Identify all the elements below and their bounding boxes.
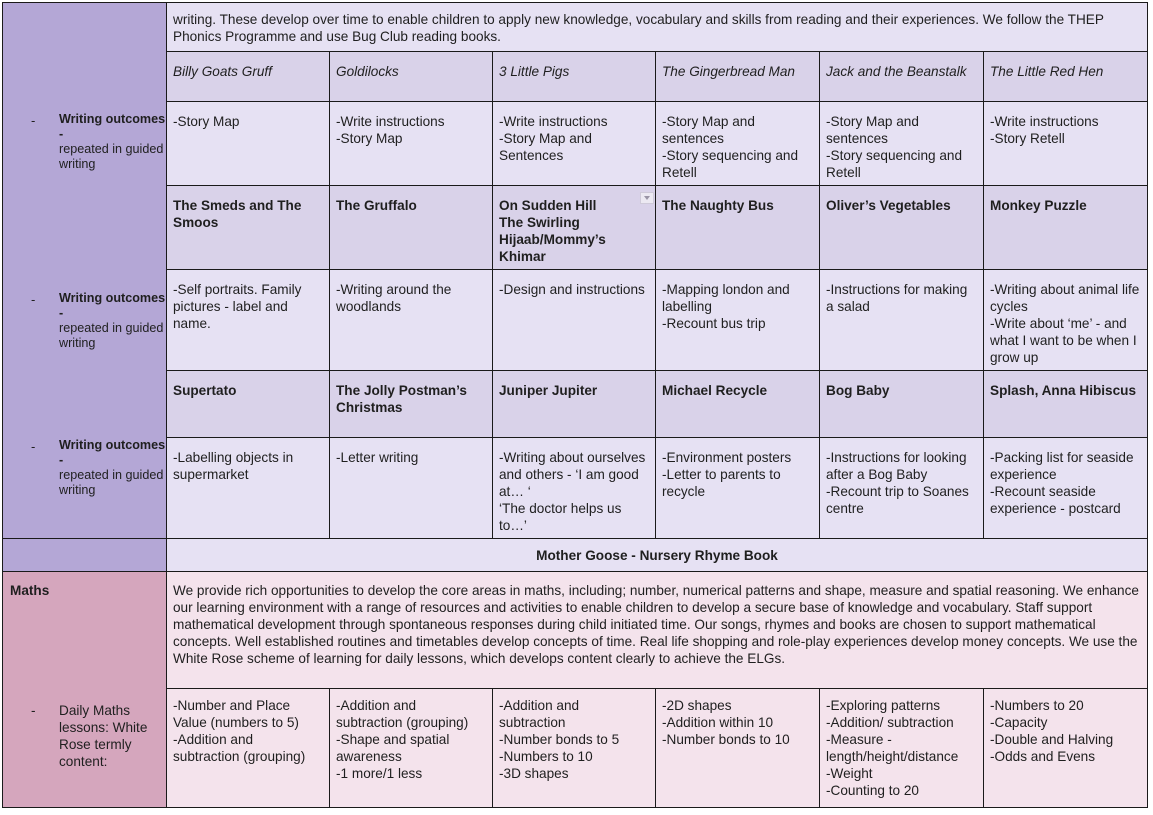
writing-outcome-cell: -Self portraits. Family pictures - label and name. — [167, 270, 330, 371]
book-title: Juniper Jupiter — [493, 371, 656, 438]
writing-outcome-cell: -Writing about animal life cycles -Write about ‘me’ - and what I want to be when I grow up — [984, 270, 1148, 371]
maths-content-cell: -Addition and subtraction (grouping) -Shape and spatial awareness -1 more/1 less — [330, 689, 493, 808]
book-title: The Smeds and The Smoos — [167, 186, 330, 270]
writing-outcome-cell: -Story Map — [167, 102, 330, 186]
book-title: Supertato — [167, 371, 330, 438]
writing-outcome-cell: -Story Map and sentences -Story sequencing and Retell — [820, 102, 984, 186]
writing-outcome-cell: -Labelling objects in supermarket — [167, 438, 330, 539]
writing-outcome-cell: -Instructions for looking after a Bog Baby -Recount trip to Soanes centre — [820, 438, 984, 539]
book-title: The Jolly Postman’s Christmas — [330, 371, 493, 438]
literacy-intro-text: writing. These develop over time to enable children to apply new knowledge, vocabulary and skills from reading and their experiences. We follow the THEP Phonics Programme and use Bug Club reading books. — [167, 3, 1148, 52]
book-title: Monkey Puzzle — [984, 186, 1148, 270]
book-title: Billy Goats Gruff — [167, 52, 330, 102]
book-title: The Gruffalo — [330, 186, 493, 270]
writing-outcome-cell: -Write instructions -Story Map and Sentences — [493, 102, 656, 186]
writing-outcome-cell: -Writing about ourselves and others - ‘I am good at… ‘ ‘The doctor helps us to…’ — [493, 438, 656, 539]
book-title: 3 Little Pigs — [493, 52, 656, 102]
maths-heading: Maths — [10, 583, 50, 598]
maths-content-cell: -2D shapes -Addition within 10 -Number bonds to 10 — [656, 689, 820, 808]
book-title: Bog Baby — [820, 371, 984, 438]
maths-content-cell: -Addition and subtraction -Number bonds to 5 -Numbers to 10 -3D shapes — [493, 689, 656, 808]
writing-outcome-cell: -Letter writing — [330, 438, 493, 539]
literacy-side-column — [3, 3, 167, 539]
maths-side-column — [3, 572, 167, 808]
writing-outcomes-label-3: - Writing outcomes - repeated in guided writing — [31, 438, 166, 497]
book-title: Michael Recycle — [656, 371, 820, 438]
writing-outcome-cell: -Writing around the woodlands — [330, 270, 493, 371]
maths-content-cell: -Number and Place Value (numbers to 5) -Addition and subtraction (grouping) — [167, 689, 330, 808]
maths-content-cell: -Exploring patterns -Addition/ subtraction -Measure - length/height/distance -Weight -Counting to 20 — [820, 689, 984, 808]
maths-content-cell: -Numbers to 20 -Capacity -Double and Halving -Odds and Evens — [984, 689, 1148, 808]
writing-outcomes-label-1: - Writing outcomes - repeated in guided writing — [31, 112, 166, 171]
book-title: The Naughty Bus — [656, 186, 820, 270]
book-title: The Gingerbread Man — [656, 52, 820, 102]
daily-maths-label: - Daily Maths lessons: White Rose termly content: — [31, 703, 148, 769]
writing-outcome-cell: -Packing list for seaside experience -Recount seaside experience - postcard — [984, 438, 1148, 539]
book-title: Oliver’s Vegetables — [820, 186, 984, 270]
book-title: The Little Red Hen — [984, 52, 1148, 102]
writing-outcome-cell: -Mapping london and labelling -Recount bus trip — [656, 270, 820, 371]
book-title: On Sudden Hill The Swirling Hijaab/Mommy’s Khimar — [493, 186, 656, 270]
maths-description: We provide rich opportunities to develop the core areas in maths, including; number, numerical patterns and shape, measure and spatial reasoning. We enhance our learning environment with a range of resources and activities to enable children to develop a secure base of knowledge and vocabulary. Staff support mathematical development through spontaneous responses during child initiated time. Our songs, rhymes and books are chosen to support mathematical concepts. Well established routines and timetables develop concepts of time. Real life shopping and role-play experiences develop money concepts. We use the White Rose scheme of learning for daily lessons, which develops content clearly to achieve the ELGs. — [167, 572, 1148, 689]
book-title: Jack and the Beanstalk — [820, 52, 984, 102]
writing-outcome-cell: -Story Map and sentences -Story sequencing and Retell — [656, 102, 820, 186]
book-title: Splash, Anna Hibiscus — [984, 371, 1148, 438]
writing-outcome-cell: -Write instructions -Story Map — [330, 102, 493, 186]
writing-outcome-cell: -Environment posters -Letter to parents to recycle — [656, 438, 820, 539]
literacy-side-spacer — [3, 539, 167, 572]
writing-outcome-cell: -Instructions for making a salad — [820, 270, 984, 371]
book-title: Goldilocks — [330, 52, 493, 102]
writing-outcome-cell: -Design and instructions — [493, 270, 656, 371]
curriculum-table — [2, 2, 1148, 808]
writing-outcome-cell: -Write instructions -Story Retell — [984, 102, 1148, 186]
nursery-rhyme-book: Mother Goose - Nursery Rhyme Book — [167, 539, 1148, 572]
writing-outcomes-label-2: - Writing outcomes - repeated in guided writing — [31, 291, 166, 350]
cell-dropdown-icon[interactable] — [640, 192, 654, 204]
